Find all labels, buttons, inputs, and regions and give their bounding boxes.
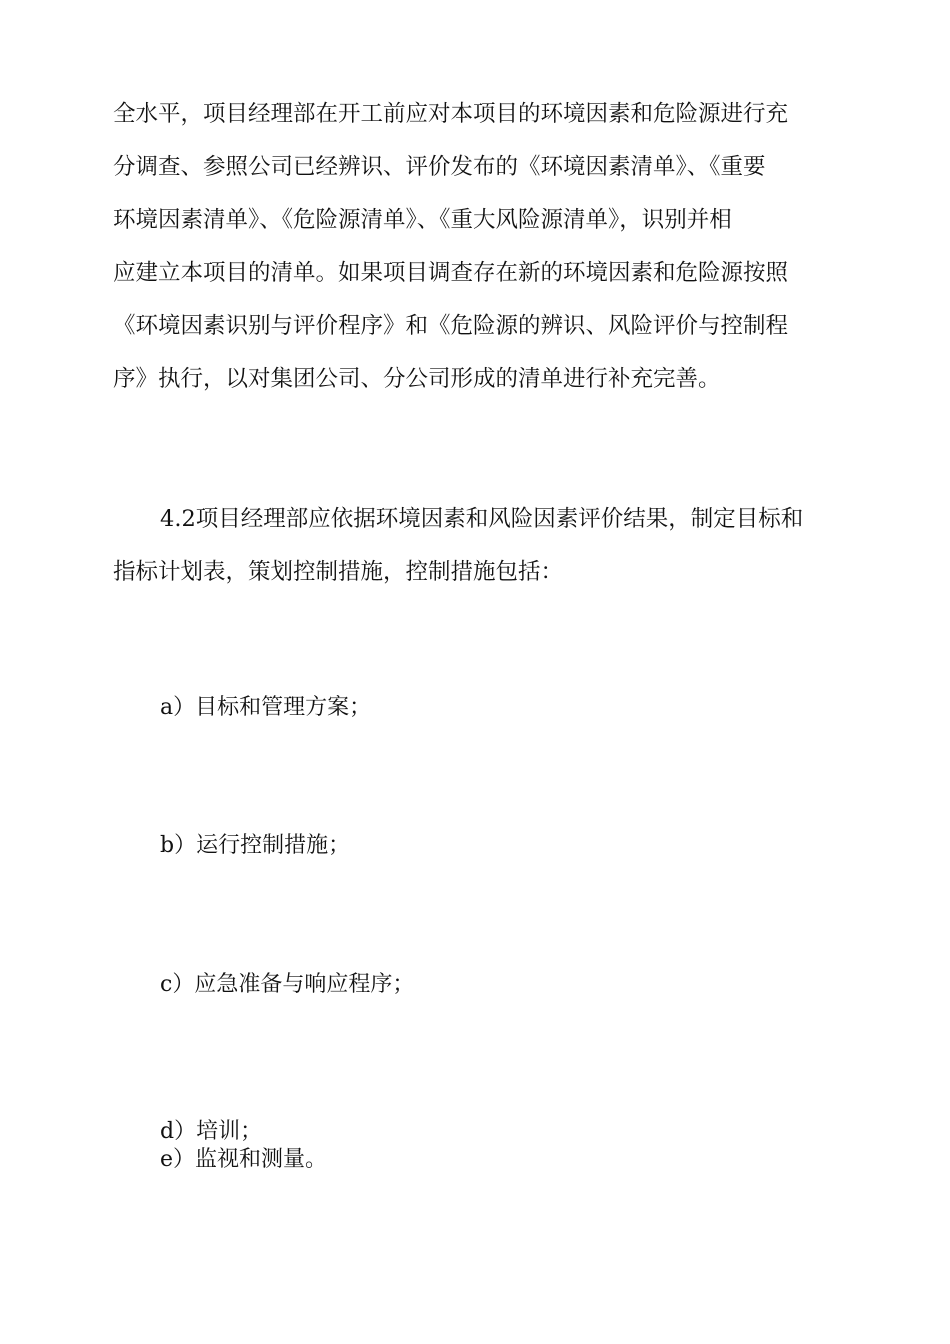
paragraph-1-line: 分调查、参照公司已经辨识、评价发布的《环境因素清单》、《重要 <box>113 154 766 180</box>
list-item: d）培训； <box>160 1119 263 1144</box>
paragraph-1-line: 序》执行，以对集团公司、分公司形成的清单进行补充完善。 <box>113 366 721 392</box>
list-item: c）应急准备与响应程序； <box>160 972 415 997</box>
list-item: b）运行控制措施； <box>160 833 351 858</box>
paragraph-1-line: 环境因素清单》、《危险源清单》、《重大风险源清单》，识别并相 <box>113 207 732 233</box>
paragraph-2-line: 4.2项目经理部应依据环境因素和风险因素评价结果，制定目标和 <box>160 506 804 532</box>
paragraph-1-line: 应建立本项目的清单。如果项目调查存在新的环境因素和危险源按照 <box>113 260 789 286</box>
paragraph-2-line: 指标计划表，策划控制措施，控制措施包括： <box>113 559 564 585</box>
paragraph-1-line: 《环境因素识别与评价程序》和《危险源的辨识、风险评价与控制程 <box>113 313 789 339</box>
paragraph-1-line: 全水平，项目经理部在开工前应对本项目的环境因素和危险源进行充 <box>113 101 789 127</box>
list-item: a）目标和管理方案； <box>160 695 372 720</box>
list-item: e）监视和测量。 <box>160 1147 328 1172</box>
